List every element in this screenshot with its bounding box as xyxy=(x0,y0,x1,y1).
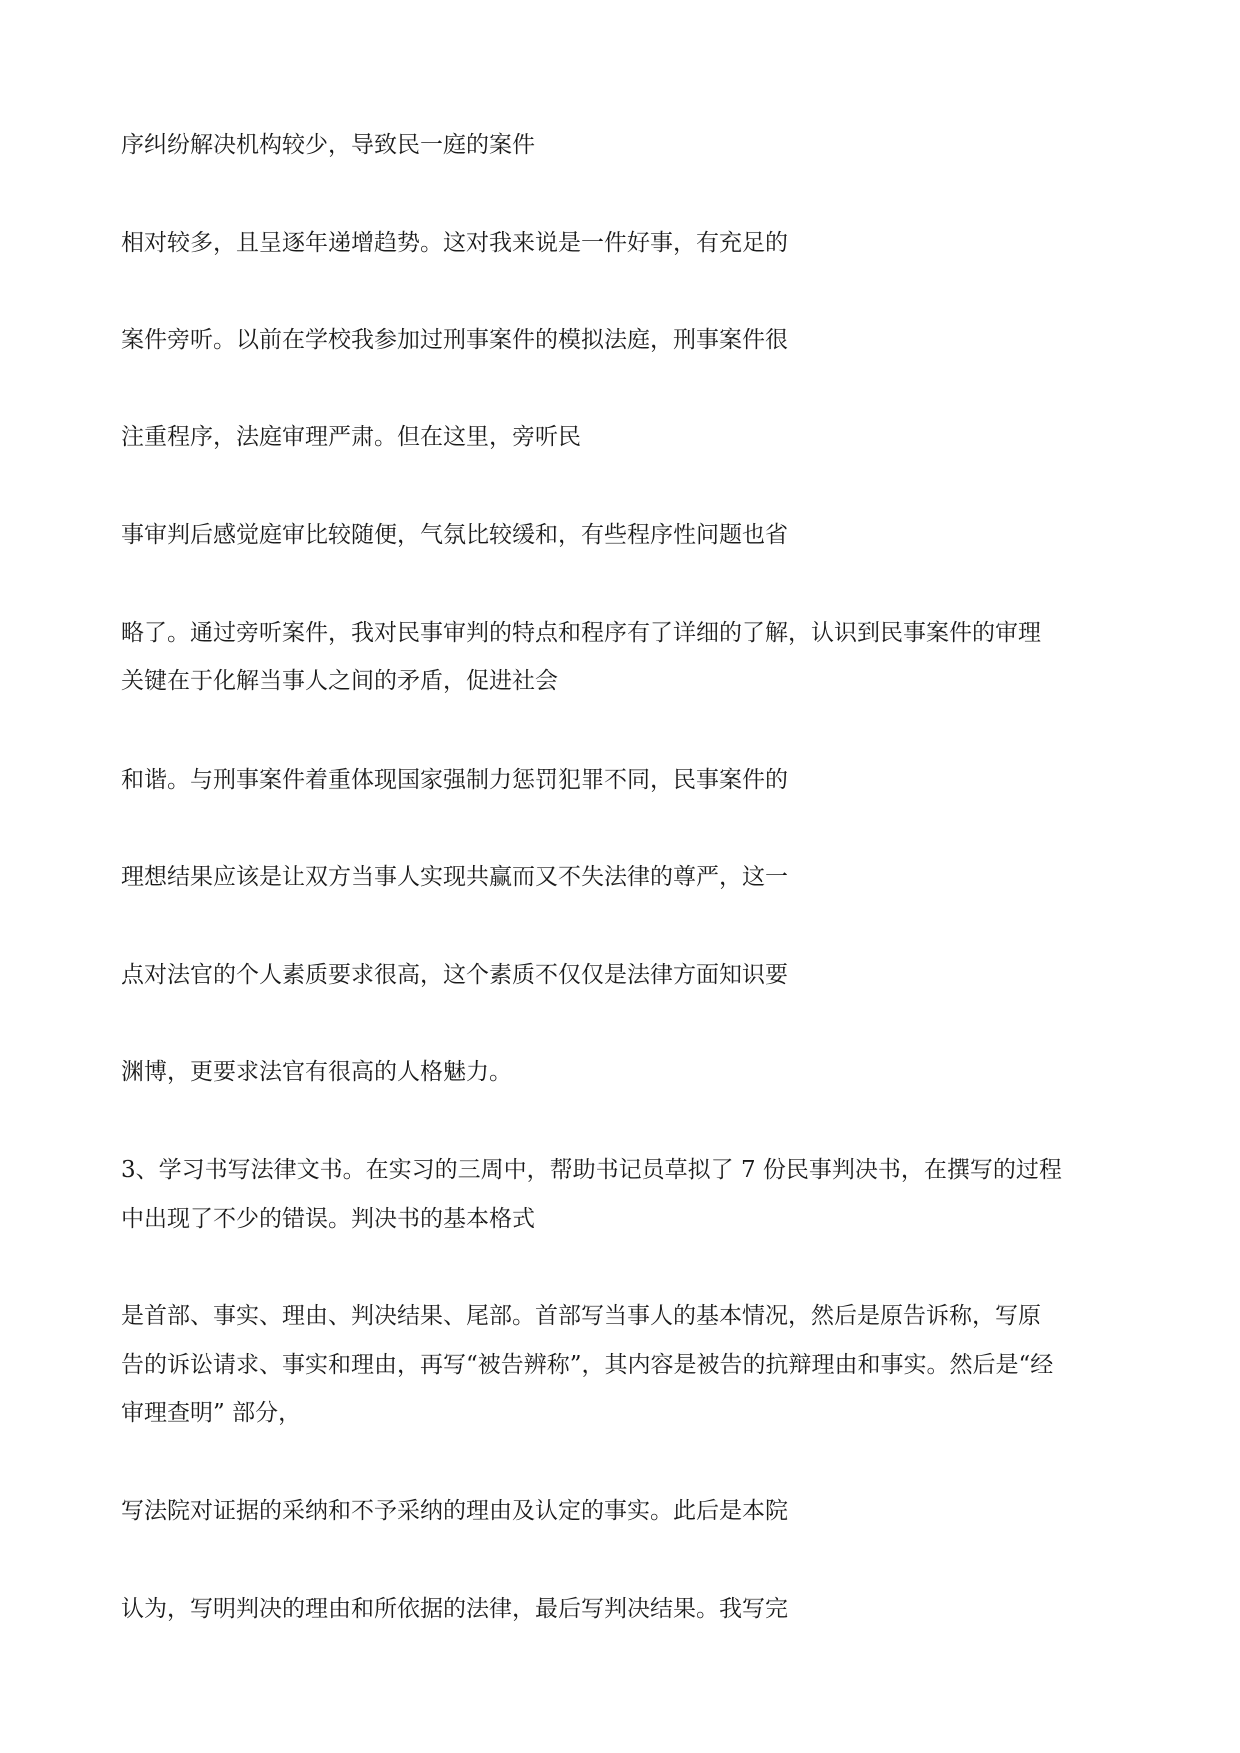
text-line: 告的诉讼请求、事实和理由，再写“被告辨称”，其内容是被告的抗辩理由和事实。然后是“经 xyxy=(121,1352,1054,1378)
text-line: 点对法官的个人素质要求很高，这个素质不仅仅是法律方面知识要 xyxy=(121,962,788,988)
text-line: 和谐。与刑事案件着重体现国家强制力惩罚犯罪不同，民事案件的 xyxy=(121,767,788,793)
text-line: 略了。通过旁听案件，我对民事审判的特点和程序有了详细的了解，认识到民事案件的审理 xyxy=(121,620,1041,646)
text-line: 关键在于化解当事人之间的矛盾，促进社会 xyxy=(121,668,558,694)
text-line: 写法院对证据的采纳和不予采纳的理由及认定的事实。此后是本院 xyxy=(121,1498,788,1524)
text-line: 理想结果应该是让双方当事人实现共赢而又不失法律的尊严，这一 xyxy=(121,864,788,890)
text-line: 认为，写明判决的理由和所依据的法律，最后写判决结果。我写完 xyxy=(121,1596,788,1622)
text-line: 案件旁听。以前在学校我参加过刑事案件的模拟法庭，刑事案件很 xyxy=(121,327,788,353)
text-line: 相对较多，且呈逐年递增趋势。这对我来说是一件好事，有充足的 xyxy=(121,230,788,256)
text-line: 渊博，更要求法官有很高的人格魅力。 xyxy=(121,1059,512,1085)
text-line: 3、学习书写法律文书。在实习的三周中，帮助书记员草拟了 7 份民事判决书，在撰写的过程 xyxy=(121,1157,1062,1183)
text-line: 事审判后感觉庭审比较随便，气氛比较缓和，有些程序性问题也省 xyxy=(121,522,788,548)
text-line: 中出现了不少的错误。判决书的基本格式 xyxy=(121,1206,535,1232)
text-line: 注重程序，法庭审理严肃。但在这里，旁听民 xyxy=(121,424,581,450)
text-line: 序纠纷解决机构较少，导致民一庭的案件 xyxy=(121,132,535,158)
text-line: 审理查明” 部分， xyxy=(121,1400,302,1426)
text-line: 是首部、事实、理由、判决结果、尾部。首部写当事人的基本情况，然后是原告诉称，写原 xyxy=(121,1303,1041,1329)
